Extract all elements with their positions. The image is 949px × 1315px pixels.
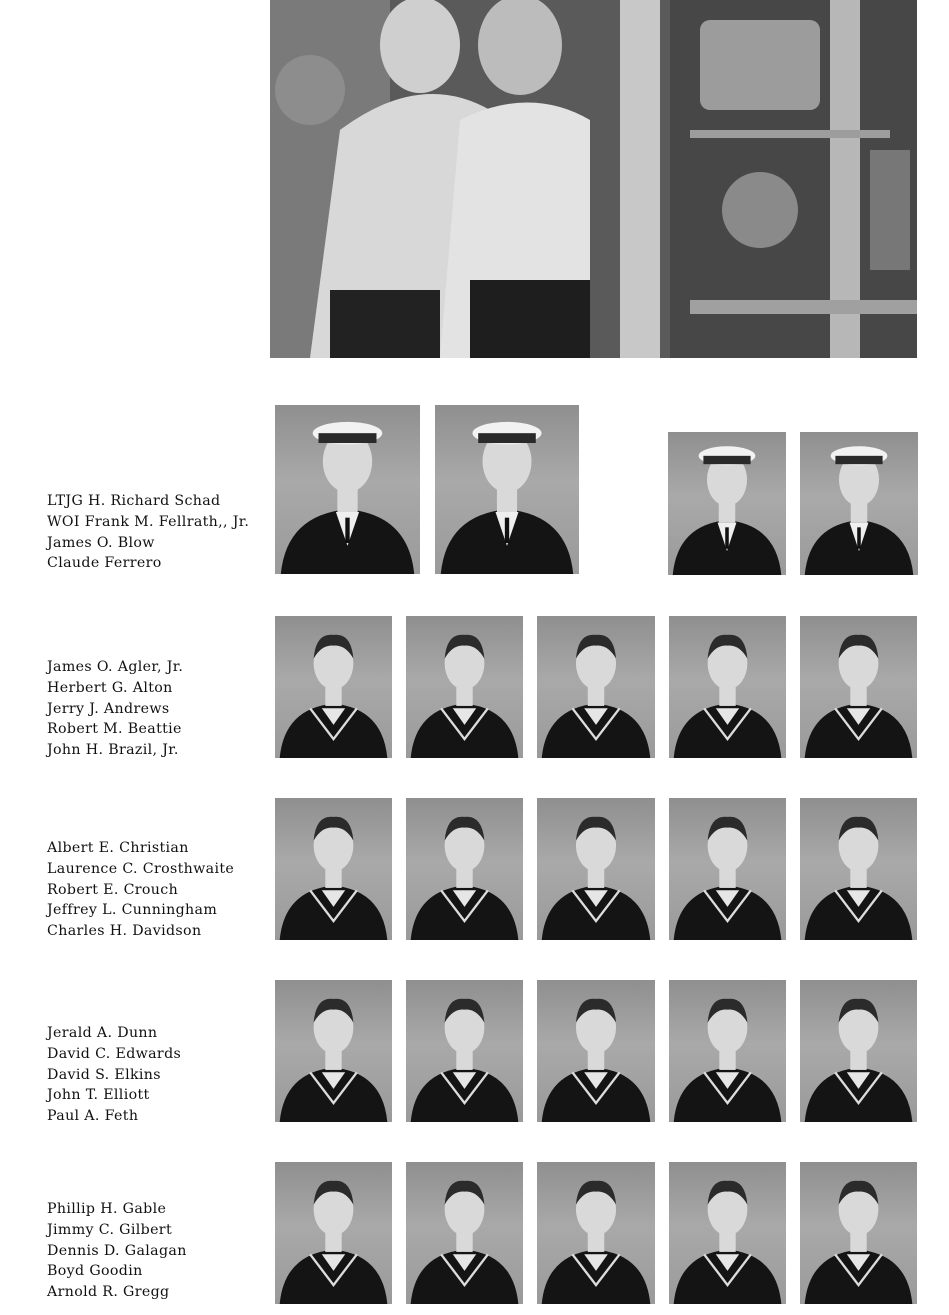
portrait-photo bbox=[800, 980, 917, 1122]
portrait-silhouette bbox=[537, 1162, 655, 1304]
portrait-silhouette bbox=[800, 432, 918, 575]
portrait-silhouette bbox=[537, 798, 655, 940]
name-list-group-5 bbox=[47, 1199, 187, 1303]
engine-room-photo bbox=[270, 0, 917, 358]
portrait-silhouette bbox=[406, 1162, 523, 1304]
name-item: Robert E. Crouch bbox=[47, 881, 179, 898]
name-item: Robert M. Beattie bbox=[47, 721, 182, 738]
portrait-silhouette bbox=[275, 980, 392, 1122]
portrait-photo bbox=[406, 616, 523, 758]
portrait-photo bbox=[800, 616, 917, 758]
name-item: Dennis D. Galagan bbox=[47, 1242, 187, 1259]
name-item: Albert E. Christian bbox=[47, 840, 189, 856]
portrait-photo bbox=[435, 405, 579, 574]
portrait-silhouette bbox=[406, 616, 523, 758]
name-item: LTJG H. Richard Schad bbox=[47, 493, 221, 509]
portrait-silhouette bbox=[537, 980, 655, 1122]
portrait-silhouette bbox=[669, 616, 786, 758]
portrait-silhouette bbox=[537, 616, 655, 758]
portrait-photo bbox=[669, 980, 786, 1122]
portrait-silhouette bbox=[800, 980, 917, 1122]
portrait-photo bbox=[800, 432, 918, 575]
name-item: Paul A. Feth bbox=[47, 1108, 139, 1125]
name-item: James O. Agler, Jr. bbox=[47, 659, 184, 675]
name-list-group-3 bbox=[47, 838, 234, 942]
portrait-photo bbox=[537, 1162, 655, 1304]
name-list-group-2 bbox=[47, 657, 183, 761]
portrait-silhouette bbox=[406, 980, 523, 1122]
portrait-photo bbox=[537, 616, 655, 758]
portrait-photo bbox=[669, 798, 786, 940]
name-item: Phillip H. Gable bbox=[47, 1201, 167, 1217]
portrait-photo bbox=[406, 1162, 523, 1304]
name-item: John T. Elliott bbox=[47, 1087, 150, 1104]
portrait-silhouette bbox=[800, 798, 917, 940]
portrait-photo bbox=[537, 980, 655, 1122]
portrait-silhouette bbox=[275, 798, 392, 940]
portrait-photo bbox=[537, 798, 655, 940]
name-item: Jerry J. Andrews bbox=[47, 700, 170, 717]
portrait-silhouette bbox=[800, 616, 917, 758]
portrait-silhouette bbox=[669, 1162, 786, 1304]
portrait-photo bbox=[275, 798, 392, 940]
portrait-photo bbox=[406, 980, 523, 1122]
portrait-photo bbox=[668, 432, 786, 575]
name-item: Boyd Goodin bbox=[47, 1263, 143, 1280]
portrait-silhouette bbox=[669, 980, 786, 1122]
name-item: Arnold R. Gregg bbox=[47, 1284, 170, 1301]
portrait-silhouette bbox=[406, 798, 523, 940]
portrait-photo bbox=[669, 616, 786, 758]
portrait-silhouette bbox=[668, 432, 786, 575]
portrait-photo bbox=[669, 1162, 786, 1304]
portrait-silhouette bbox=[275, 616, 392, 758]
portrait-silhouette bbox=[275, 405, 420, 574]
name-item: Laurence C. Crosthwaite bbox=[47, 860, 235, 877]
portrait-photo bbox=[800, 798, 917, 940]
portrait-photo bbox=[275, 616, 392, 758]
name-list-officers bbox=[47, 491, 249, 574]
portrait-silhouette bbox=[669, 798, 786, 940]
portrait-photo bbox=[406, 798, 523, 940]
name-item: Jerald A. Dunn bbox=[47, 1025, 158, 1041]
name-item: Jimmy C. Gilbert bbox=[47, 1221, 172, 1238]
portrait-silhouette bbox=[275, 1162, 392, 1304]
name-item: Herbert G. Alton bbox=[47, 679, 173, 696]
name-list-group-4 bbox=[47, 1023, 181, 1127]
portrait-photo bbox=[275, 980, 392, 1122]
name-item: James O. Blow bbox=[47, 534, 155, 551]
name-item: John H. Brazil, Jr. bbox=[47, 742, 179, 759]
portrait-photo bbox=[800, 1162, 917, 1304]
portrait-photo bbox=[275, 1162, 392, 1304]
portrait-photo bbox=[275, 405, 420, 574]
name-item: Charles H. Davidson bbox=[47, 923, 202, 940]
portrait-silhouette bbox=[800, 1162, 917, 1304]
name-item: David C. Edwards bbox=[47, 1045, 182, 1062]
name-item: David S. Elkins bbox=[47, 1066, 161, 1083]
name-item: WOI Frank M. Fellrath,, Jr. bbox=[47, 513, 250, 530]
portrait-silhouette bbox=[435, 405, 579, 574]
name-item: Claude Ferrero bbox=[47, 555, 162, 572]
name-item: Jeffrey L. Cunningham bbox=[47, 902, 218, 919]
